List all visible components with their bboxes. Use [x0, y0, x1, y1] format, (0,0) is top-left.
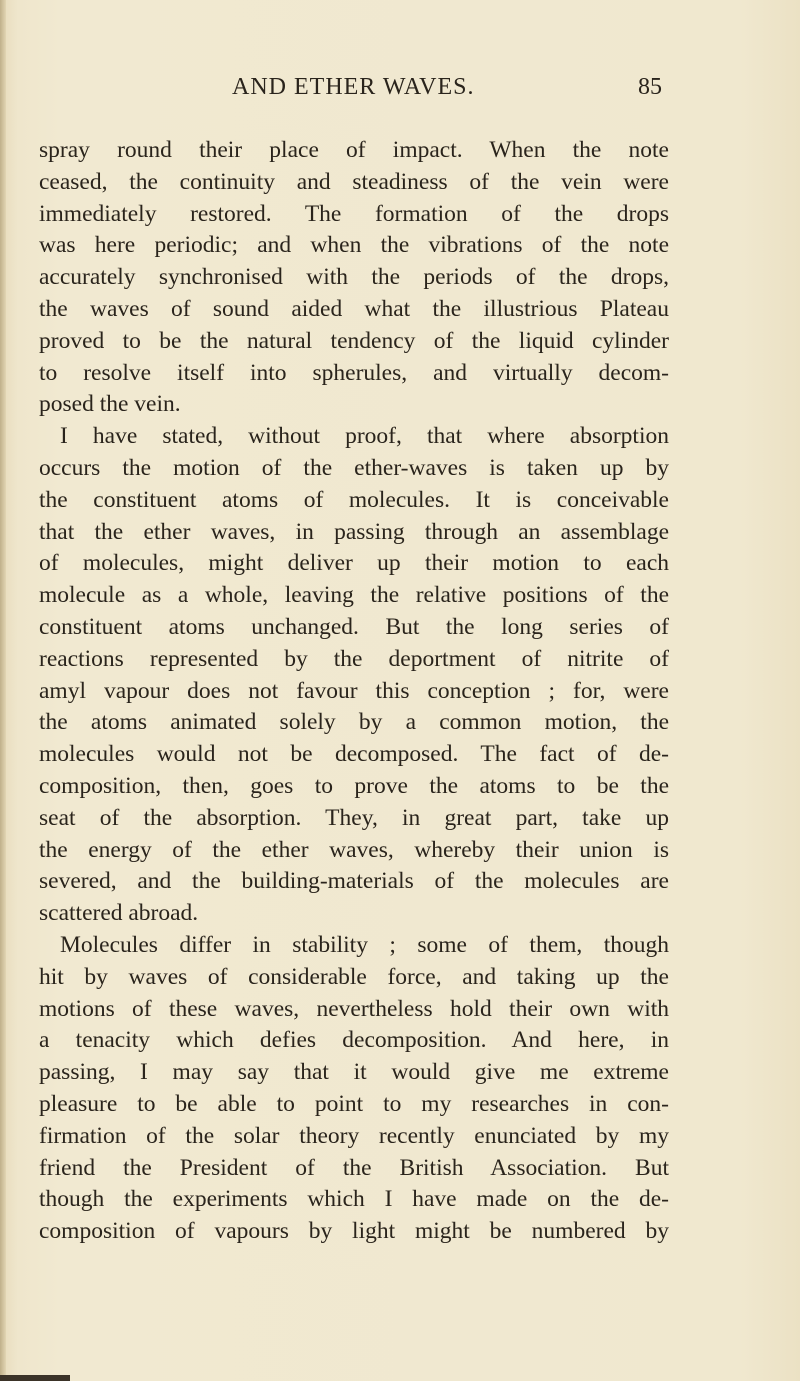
- text-line: though the experiments which I have made on the de-: [39, 1186, 669, 1213]
- page-binding-edge: [0, 0, 6, 1381]
- page-number: 85: [638, 74, 662, 100]
- text-line: was here periodic; and when the vibrations of the note: [39, 232, 669, 259]
- text-line: friend the President of the British Association. But: [39, 1154, 669, 1181]
- text-line: composition of vapours by light might be numbered by: [39, 1218, 669, 1245]
- text-line: immediately restored. The formation of the drops: [39, 200, 669, 227]
- text-line: of molecules, might deliver up their motion to each: [39, 550, 669, 577]
- text-line: motions of these waves, nevertheless hold their own with: [39, 995, 669, 1022]
- text-line: the atoms animated solely by a common motion, the: [39, 709, 669, 736]
- text-line: the constituent atoms of molecules. It is conceivable: [39, 486, 669, 513]
- text-line: proved to be the natural tendency of the liquid cylinder: [39, 327, 669, 354]
- text-line: amyl vapour does not favour this conception ; for, were: [39, 677, 669, 704]
- text-line: posed the vein.: [39, 391, 181, 418]
- text-line: seat of the absorption. They, in great part, take up: [39, 804, 669, 831]
- text-line: the waves of sound aided what the illustrious Plateau: [39, 295, 669, 322]
- text-line: a tenacity which defies decomposition. And here, in: [39, 1027, 669, 1054]
- text-line: reactions represented by the deportment of nitrite of: [39, 645, 669, 672]
- text-line: hit by waves of considerable force, and taking up the: [39, 963, 669, 990]
- body-text: [39, 135, 669, 1248]
- text-line: composition, then, goes to prove the atoms to be the: [39, 772, 669, 799]
- paragraph-first-line: Molecules differ in stability ; some of them, though: [60, 931, 669, 958]
- text-line: accurately synchronised with the periods of the drops,: [39, 264, 669, 291]
- text-line: molecules would not be decomposed. The fact of de-: [39, 741, 669, 768]
- page-header: [232, 74, 662, 108]
- scan-corner-mark: [0, 1375, 70, 1381]
- text-line: scattered abroad.: [39, 900, 199, 927]
- text-line: to resolve itself into spherules, and virtually decom-: [39, 359, 669, 386]
- text-line: that the ether waves, in passing through an assemblage: [39, 518, 669, 545]
- text-line: firmation of the solar theory recently enunciated by my: [39, 1122, 669, 1149]
- text-line: spray round their place of impact. When the note: [39, 137, 669, 163]
- text-line: passing, I may say that it would give me extreme: [39, 1059, 669, 1086]
- text-line: severed, and the building-materials of the molecules are: [39, 868, 669, 895]
- paragraph-first-line: I have stated, without proof, that where absorption: [60, 423, 669, 450]
- text-line: ceased, the continuity and steadiness of the vein were: [39, 168, 669, 195]
- running-head: AND ETHER WAVES.: [232, 74, 475, 100]
- text-line: constituent atoms unchanged. But the long series of: [39, 613, 669, 640]
- text-line: molecule as a whole, leaving the relative positions of the: [39, 582, 669, 609]
- text-line: pleasure to be able to point to my researches in con-: [39, 1090, 669, 1117]
- text-line: the energy of the ether waves, whereby their union is: [39, 836, 669, 863]
- text-line: occurs the motion of the ether-waves is taken up by: [39, 454, 669, 481]
